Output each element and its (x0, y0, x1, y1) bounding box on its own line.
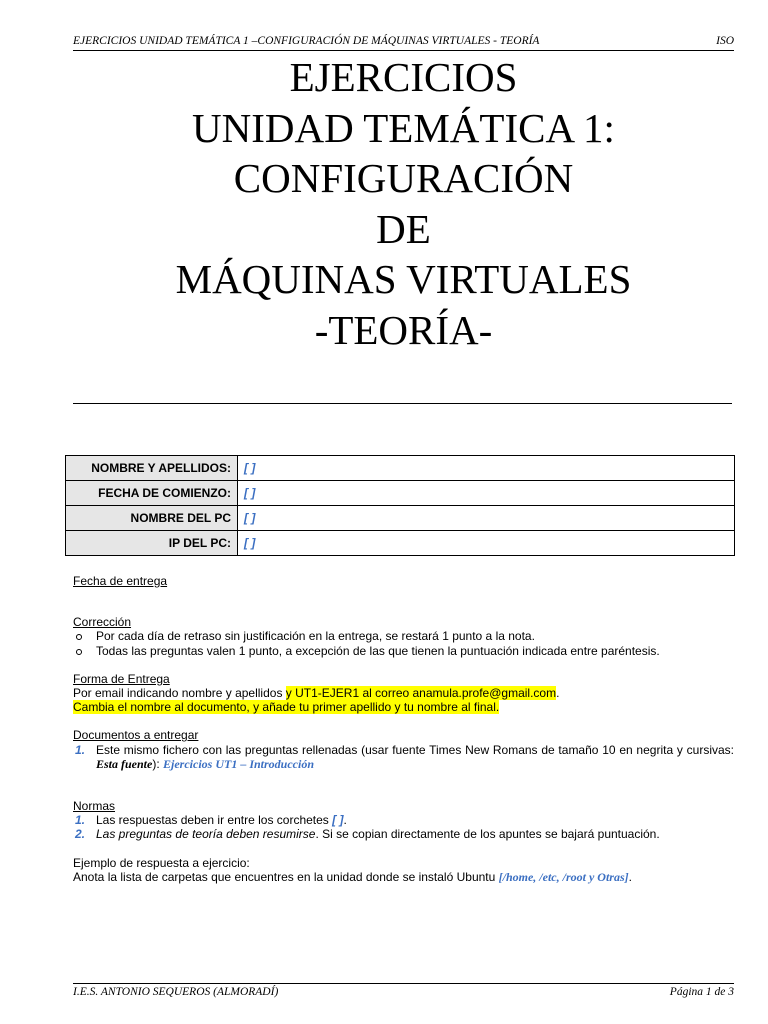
document-title (73, 52, 734, 355)
list-number: 1. (75, 813, 86, 828)
table-row (66, 481, 735, 506)
table-row (66, 456, 735, 481)
pc-ip-field[interactable]: [ ] (238, 531, 735, 556)
highlighted-text: y UT1-EJER1 al correo anamula.profe@gmail.com (285, 686, 557, 701)
field-label: FECHA DE COMIENZO: (66, 481, 238, 506)
example-heading: Ejemplo de respuesta a ejercicio: (73, 855, 250, 870)
section-heading-forma: Forma de Entrega (73, 671, 170, 686)
title-line: MÁQUINAS VIRTUALES (175, 256, 632, 302)
list-item: Todas las preguntas valen 1 punto, a excepción de las que tienen la puntuación indicada entre paréntesis. (73, 644, 734, 658)
example-line: Anota la lista de carpetas que encuentres en la unidad donde se instaló Ubuntu [/home, /etc, /root y Otras]. (73, 869, 632, 884)
table-row (66, 506, 735, 531)
field-label: IP DEL PC: (66, 531, 238, 556)
delivery-line: Por email indicando nombre y apellidos y UT1-EJER1 al correo anamula.profe@gmail.com. (73, 686, 560, 701)
title-divider (73, 403, 732, 404)
bullet-icon (76, 634, 82, 640)
list-item: Por cada día de retraso sin justificación en la entrega, se restará 1 punto a la nota. (73, 629, 734, 643)
school-name: I.E.S. ANTONIO SEQUEROS (ALMORADÍ) (73, 986, 279, 998)
section-heading-normas: Normas (73, 799, 116, 814)
title-line: UNIDAD TEMÁTICA 1: (192, 104, 615, 151)
title-line: CONFIGURACIÓN (233, 155, 574, 201)
list-item: 2. Las preguntas de teoría deben resumirse. Si se copian directamente de los apuntes se bajará puntuación. (75, 827, 660, 842)
exercise-link[interactable]: Ejercicios UT1 – Introducción (163, 756, 315, 771)
list-number: 2. (75, 827, 86, 842)
brackets-sample: [ ] (332, 813, 344, 828)
title-line: EJERCICIOS (289, 54, 518, 100)
page-header (73, 34, 734, 51)
list-number: 1. (75, 742, 86, 757)
student-info-table (65, 455, 735, 556)
section-heading-correccion: Corrección (73, 615, 132, 630)
header-title: EJERCICIOS UNIDAD TEMÁTICA 1 –CONFIGURACIÓN DE MÁQUINAS VIRTUALES - TEORÍA (73, 35, 540, 47)
section-heading-documentos: Documentos a entregar (73, 728, 199, 743)
example-answer: [/home, /etc, /root y Otras] (498, 869, 629, 884)
font-sample: Esta fuente (96, 756, 153, 771)
title-line: -TEORÍA- (314, 306, 493, 353)
page-footer (73, 983, 734, 1000)
start-date-field[interactable]: [ ] (238, 481, 735, 506)
section-heading-fecha: Fecha de entrega (73, 574, 168, 588)
rename-instruction (73, 700, 734, 714)
document-body (73, 574, 734, 884)
list-item: 1. Este mismo fichero con las preguntas rellenadas (usar fuente Times New Romans de tamaño 10 en negrita y cursivas: Esta fuente): Ejercicios UT1 – Introducción (75, 742, 734, 771)
header-subject: ISO (716, 35, 734, 47)
table-row (66, 531, 735, 556)
bullet-icon (76, 649, 82, 655)
name-field[interactable]: [ ] (238, 456, 735, 481)
highlighted-text: Cambia el nombre al documento, y añade tu primer apellido y tu nombre al final. (73, 700, 500, 715)
field-label: NOMBRE Y APELLIDOS: (66, 456, 238, 481)
list-item: 1. Las respuestas deben ir entre los corchetes [ ]. (75, 813, 347, 828)
pc-name-field[interactable]: [ ] (238, 506, 735, 531)
page-number: Página 1 de 3 (669, 986, 734, 998)
title-line: DE (376, 205, 431, 252)
field-label: NOMBRE DEL PC (66, 506, 238, 531)
